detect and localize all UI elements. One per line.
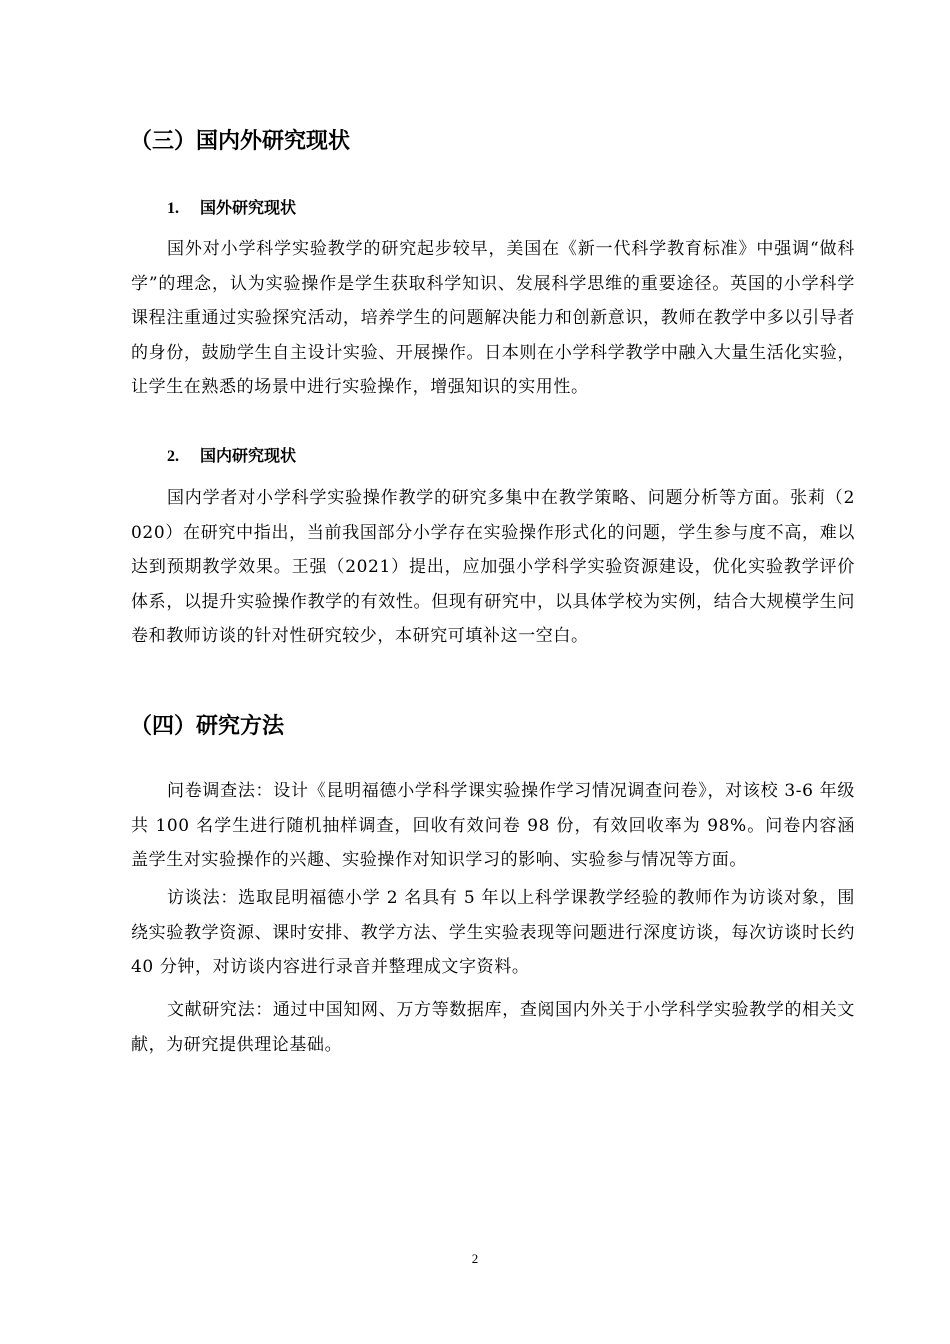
subheading-domestic-research — [167, 445, 296, 468]
paragraph-interview-method: 访谈法：选取昆明福德小学 2 名具有 5 年以上科学课教学经验的教师作为访谈对象，围绕实验教学资源、课时安排、教学方法、学生实验表现等问题进行深度访谈，每次访谈时长约 40 分钟，对访谈内容进行录音并整理成文字资料。 — [131, 888, 855, 977]
page-number: 2 — [471, 1251, 479, 1266]
subheading-foreign-research — [167, 197, 296, 220]
paragraph-domestic-research: 国内学者对小学科学实验操作教学的研究多集中在教学策略、问题分析等方面。张莉（2020）在研究中指出，当前我国部分小学存在实验操作形式化的问题，学生参与度不高，难以达到预期教学效果。王强（2021）提出，应加强小学科学实验资源建设，优化实验教学评价体系，以提升实验操作教学的有效性。但现有研究中，以具体学校为实例，结合大规模学生问卷和教师访谈的针对性研究较少，本研究可填补这一空白。 — [131, 488, 855, 646]
subheading-text: 国内研究现状 — [200, 446, 297, 465]
subheading-number: 2. — [167, 448, 179, 465]
subheading-text: 国外研究现状 — [200, 198, 297, 217]
section-heading-research-status: （三）国内外研究现状 — [130, 129, 351, 154]
paragraph-questionnaire-method: 问卷调查法：设计《昆明福德小学科学课实验操作学习情况调查问卷》，对该校 3-6 年级共 100 名学生进行随机抽样调查，回收有效问卷 98 份，有效回收率为 98%。问卷内容涵盖学生对实验操作的兴趣、实验操作对知识学习的影响、实验参与情况等方面。 — [131, 781, 855, 870]
section-heading-research-methods: （四）研究方法 — [130, 714, 285, 739]
paragraph-foreign-research: 国外对小学科学实验教学的研究起步较早，美国在《新一代科学教育标准》中强调“做科学”的理念，认为实验操作是学生获取科学知识、发展科学思维的重要途径。英国的小学科学课程注重通过实验探究活动，培养学生的问题解决能力和创新意识，教师在教学中多以引导者的身份，鼓励学生自主设计实验、开展操作。日本则在小学科学教学中融入大量生活化实验，让学生在熟悉的场景中进行实验操作，增强知识的实用性。 — [131, 239, 855, 397]
paragraph-literature-method: 文献研究法：通过中国知网、万方等数据库，查阅国内外关于小学科学实验教学的相关文献，为研究提供理论基础。 — [131, 1000, 855, 1055]
subheading-number: 1. — [167, 200, 179, 217]
